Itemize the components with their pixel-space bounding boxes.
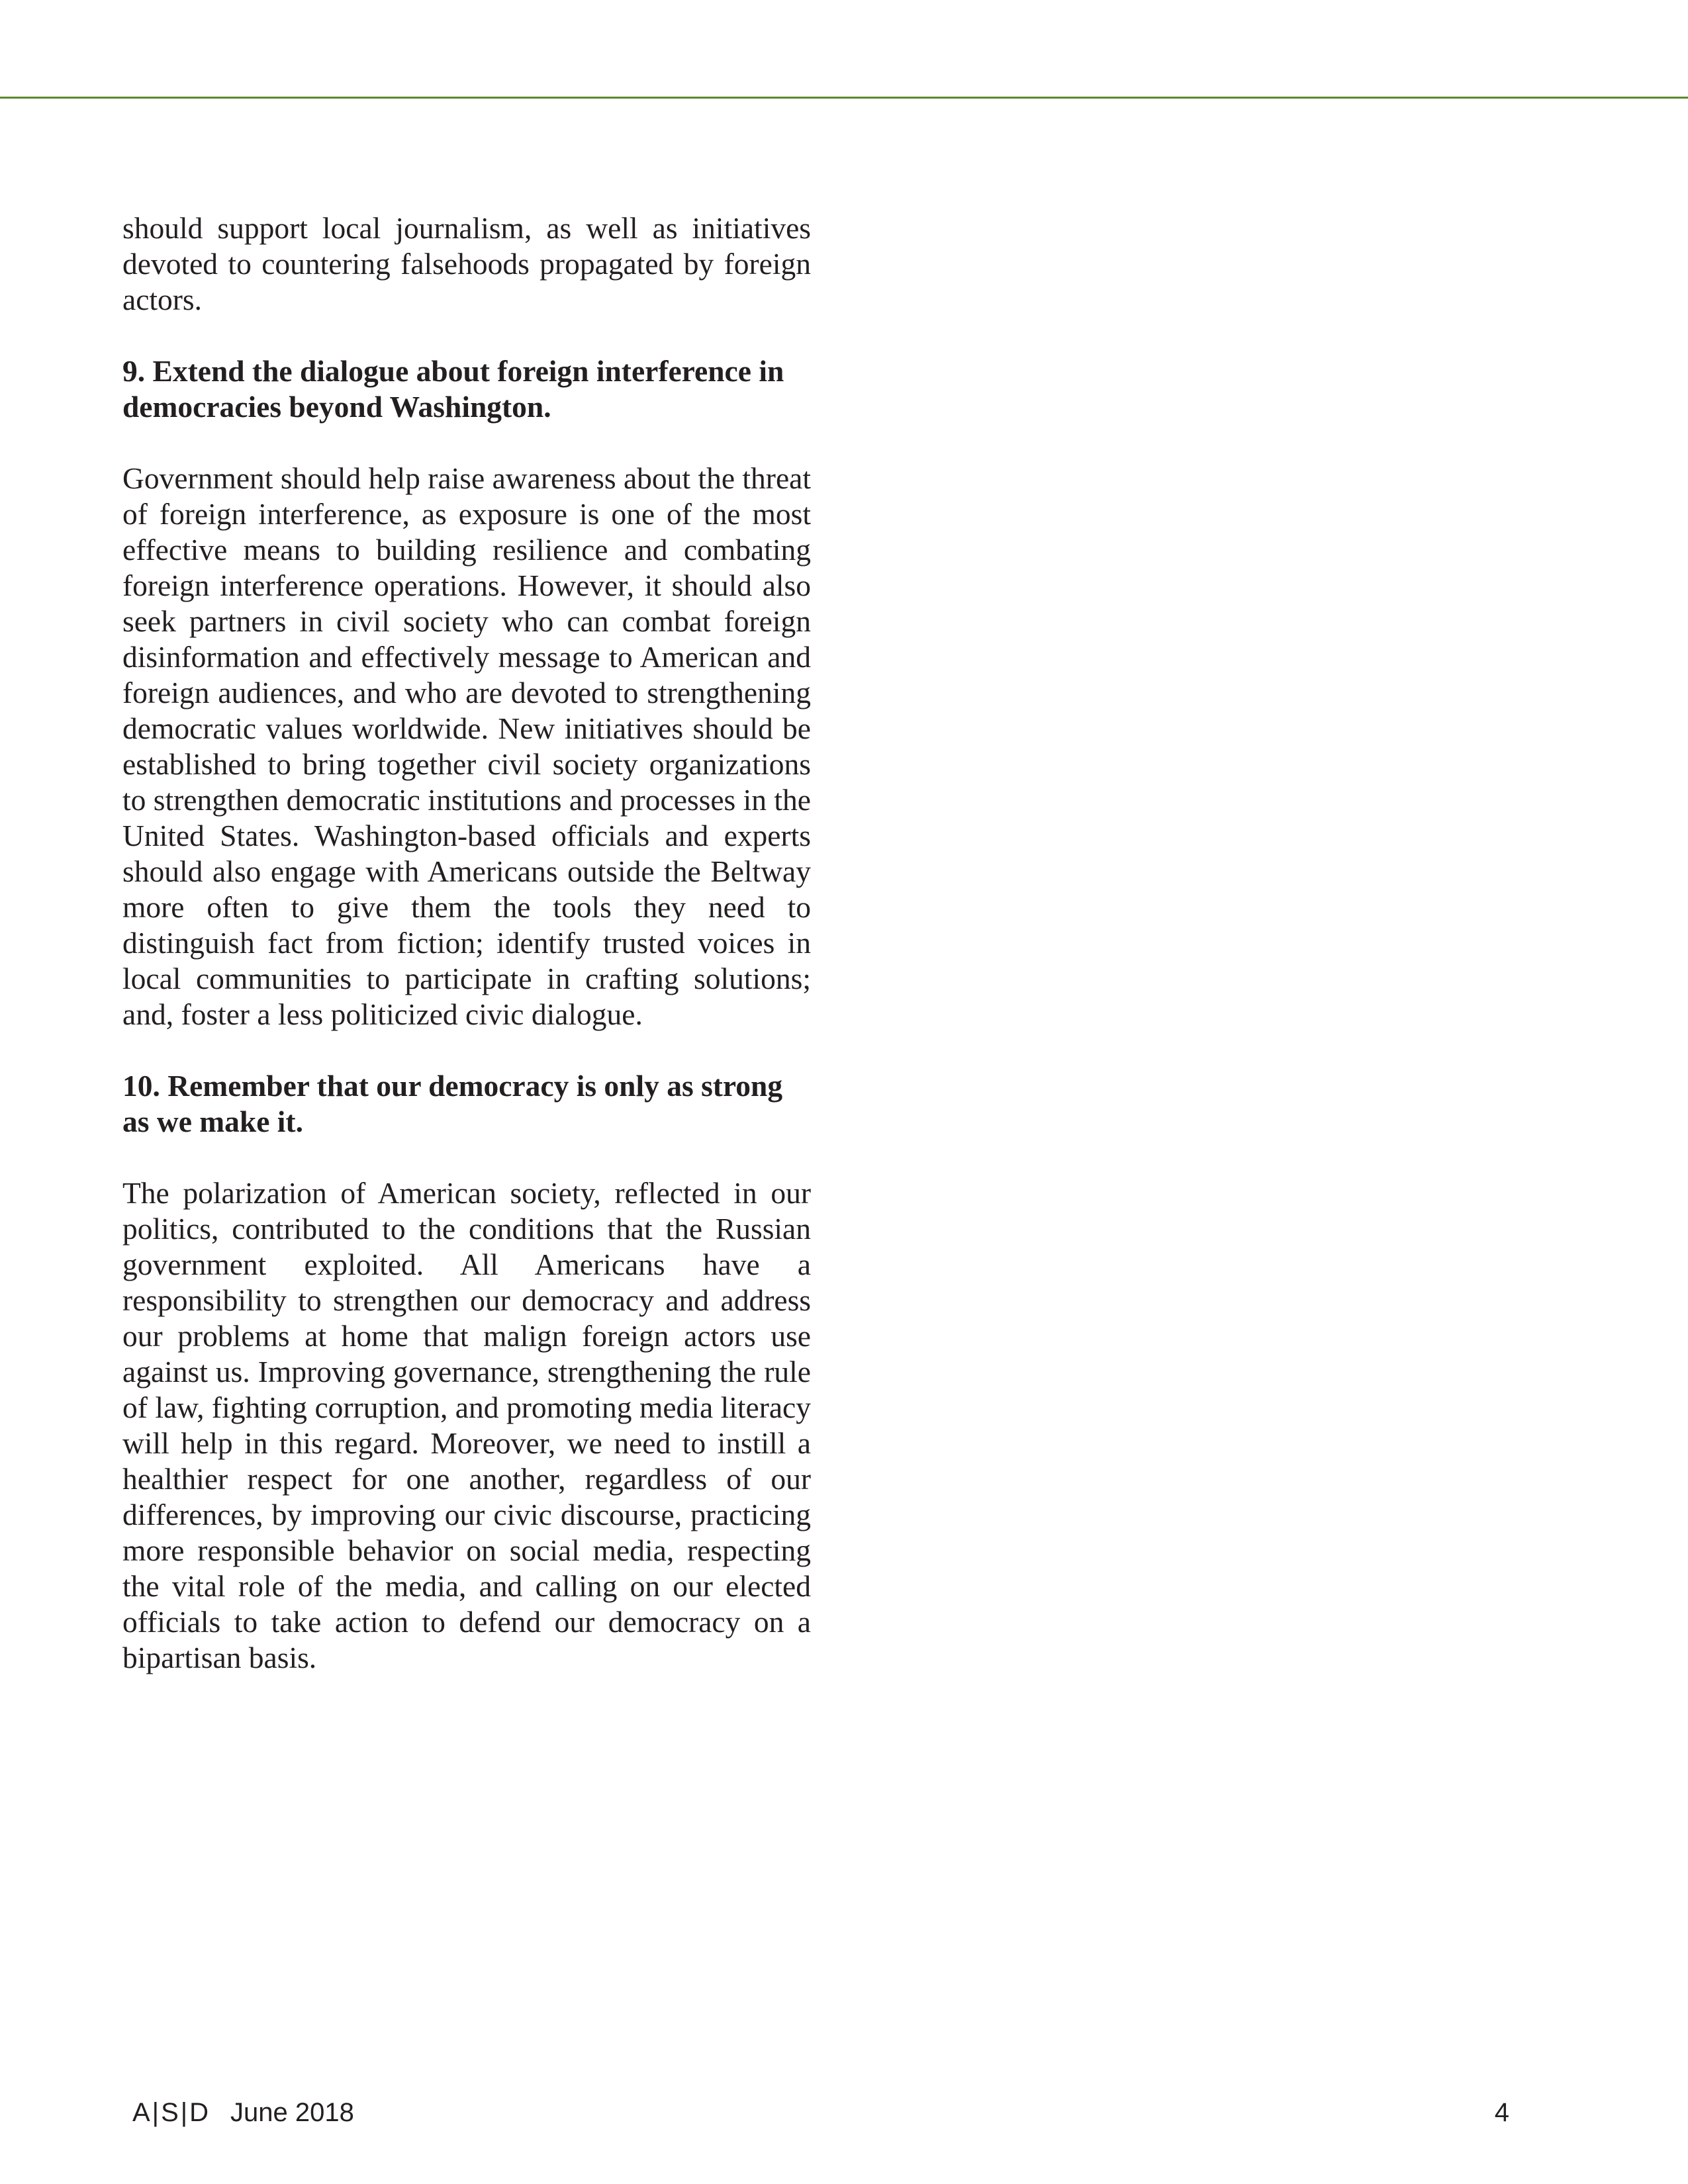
footer-left xyxy=(132,2097,354,2128)
section-9-heading: 9. Extend the dialogue about foreign interference in democracies beyond Washington. xyxy=(122,354,784,424)
page-number: 4 xyxy=(1494,2098,1509,2127)
intro-paragraph: should support local journalism, as well as initiatives devoted to countering falsehoods propagated by foreign actors. xyxy=(122,211,811,316)
main-text-column xyxy=(122,210,811,1676)
footer-date: June 2018 xyxy=(230,2098,354,2127)
footer-org-logo: A|S|D xyxy=(132,2098,211,2127)
header-rule xyxy=(0,97,1688,99)
section-10-heading: 10. Remember that our democracy is only as strong as we make it. xyxy=(122,1069,783,1138)
section-9-body: Government should help raise awareness about the threat of foreign interference, as exposure is one of the most effective means to building resilience and combating foreign interference operations. However, it should also seek partners in civil society who can combat foreign disinformation and effectively message to American and foreign audiences, and who are devoted to strengthening democratic values worldwide. New initiatives should be established to bring together civil society organizations to strengthen democratic institutions and processes in the United States. Washington-based officials and experts should also engage with Americans outside the Beltway more often to give them the tools they need to distinguish fact from fiction; identify trusted voices in local communities to participate in crafting solutions; and, foster a less politicized civic dialogue. xyxy=(122,461,811,1031)
section-10-body: The polarization of American society, reflected in our politics, contributed to the conditions that the Russian government exploited. All Americans have a responsibility to strengthen our democracy and address our problems at home that malign foreign actors use against us. Improving governance, strengthening the rule of law, fighting corruption, and promoting media literacy will help in this regard. Moreover, we need to instill a healthier respect for one another, regardless of our differences, by improving our civic discourse, practicing more responsible behavior on social media, respecting the vital role of the media, and calling on our elected officials to take action to defend our democracy on a bipartisan basis. xyxy=(122,1176,811,1674)
